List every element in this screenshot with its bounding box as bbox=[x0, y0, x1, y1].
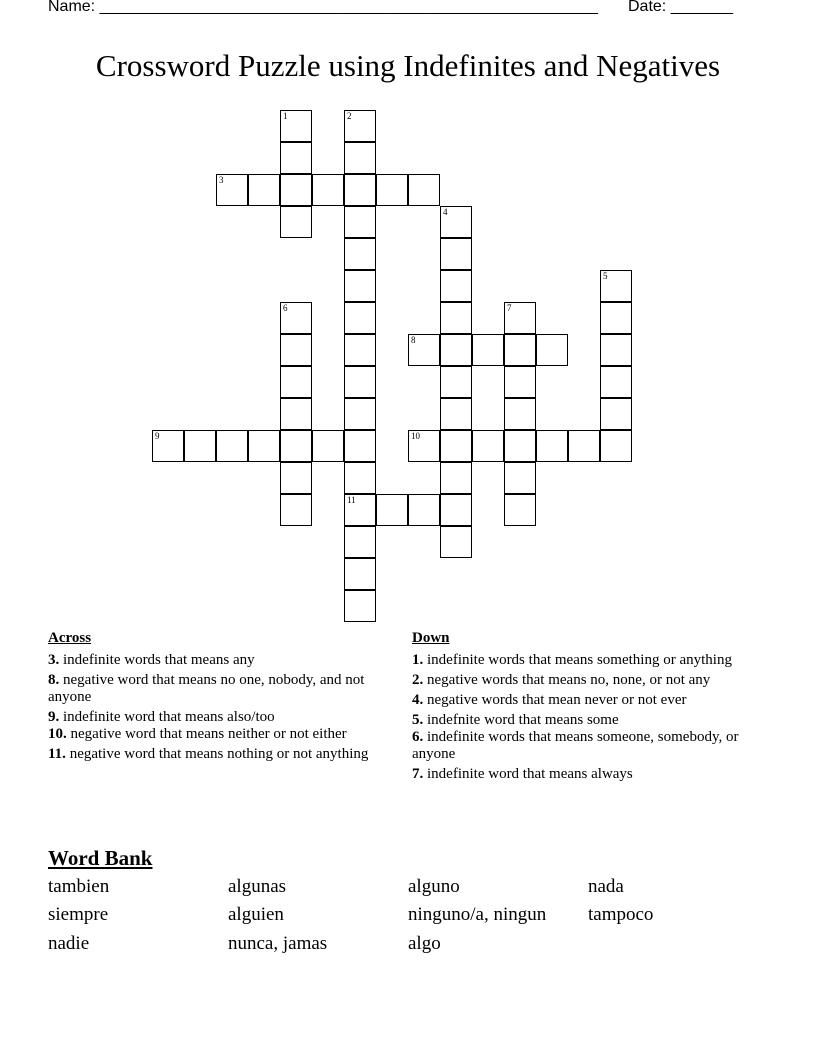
crossword-cell[interactable] bbox=[344, 110, 376, 142]
crossword-cell[interactable] bbox=[536, 430, 568, 462]
across-clue bbox=[48, 746, 388, 763]
crossword-cell[interactable] bbox=[504, 494, 536, 526]
word-bank-word: nada bbox=[588, 876, 624, 897]
across-clue bbox=[48, 709, 388, 726]
crossword-cell[interactable] bbox=[280, 430, 312, 462]
down-clue bbox=[412, 766, 742, 783]
clue-number: 11. bbox=[48, 746, 66, 762]
clue-number-label: 4 bbox=[443, 207, 448, 217]
crossword-cell[interactable] bbox=[280, 494, 312, 526]
crossword-cell[interactable] bbox=[344, 334, 376, 366]
crossword-cell[interactable] bbox=[344, 174, 376, 206]
clue-text: indefinite words that means someone, somebody, or anyone bbox=[412, 729, 739, 762]
clue-text: negative word that means nothing or not anything bbox=[69, 746, 369, 762]
crossword-cell[interactable] bbox=[408, 430, 440, 462]
clue-number-label: 8 bbox=[411, 335, 416, 345]
crossword-cell[interactable] bbox=[248, 174, 280, 206]
crossword-cell[interactable] bbox=[344, 590, 376, 622]
clue-text: negative word that means neither or not either bbox=[70, 726, 347, 742]
crossword-cell[interactable] bbox=[600, 270, 632, 302]
crossword-cell[interactable] bbox=[600, 398, 632, 430]
crossword-cell[interactable] bbox=[408, 334, 440, 366]
down-clue bbox=[412, 692, 742, 709]
word-bank-word: siempre bbox=[48, 904, 109, 925]
across-clues bbox=[48, 630, 388, 766]
word-bank-word: ninguno/a, ningun bbox=[408, 904, 547, 925]
crossword-cell[interactable] bbox=[440, 430, 472, 462]
clue-number-label: 10 bbox=[411, 431, 420, 441]
crossword-cell[interactable] bbox=[312, 430, 344, 462]
crossword-cell[interactable] bbox=[344, 238, 376, 270]
across-clue bbox=[48, 672, 388, 706]
crossword-cell[interactable] bbox=[344, 526, 376, 558]
crossword-cell[interactable] bbox=[280, 366, 312, 398]
name-line: Name: ________________________________________________________ bbox=[48, 0, 598, 15]
crossword-cell[interactable] bbox=[344, 206, 376, 238]
crossword-cell[interactable] bbox=[504, 366, 536, 398]
crossword-cell[interactable] bbox=[216, 430, 248, 462]
clue-number: 8. bbox=[48, 672, 60, 688]
crossword-cell[interactable] bbox=[344, 558, 376, 590]
down-clue bbox=[412, 652, 742, 669]
crossword-cell[interactable] bbox=[600, 334, 632, 366]
clue-text: indefinite words that means any bbox=[63, 652, 255, 668]
crossword-cell[interactable] bbox=[280, 110, 312, 142]
crossword-cell[interactable] bbox=[440, 526, 472, 558]
crossword-cell[interactable] bbox=[280, 142, 312, 174]
crossword-cell[interactable] bbox=[312, 174, 344, 206]
crossword-cell[interactable] bbox=[280, 462, 312, 494]
clue-number: 2. bbox=[412, 672, 424, 688]
clue-number-label: 6 bbox=[283, 303, 288, 313]
crossword-cell[interactable] bbox=[344, 270, 376, 302]
crossword-cell[interactable] bbox=[440, 270, 472, 302]
word-bank-word: alguno bbox=[408, 876, 460, 897]
crossword-cell[interactable] bbox=[280, 302, 312, 334]
word-bank-title: Word Bank bbox=[48, 846, 153, 870]
crossword-cell[interactable] bbox=[344, 462, 376, 494]
clue-text: negative word that means no one, nobody, and not anyone bbox=[48, 672, 365, 705]
crossword-cell[interactable] bbox=[600, 302, 632, 334]
crossword-cell[interactable] bbox=[280, 334, 312, 366]
clue-text: negative words that mean never or not ever bbox=[427, 692, 687, 708]
clue-number: 9. bbox=[48, 709, 60, 725]
crossword-cell[interactable] bbox=[440, 334, 472, 366]
crossword-cell[interactable] bbox=[344, 430, 376, 462]
clue-number-label: 5 bbox=[603, 271, 608, 281]
clue-number: 4. bbox=[412, 692, 424, 708]
word-bank-word: nunca, jamas bbox=[228, 933, 328, 954]
crossword-cell[interactable] bbox=[344, 398, 376, 430]
clue-text: indefnite word that means some bbox=[427, 712, 619, 728]
clue-text: indefinite word that means also/too bbox=[63, 709, 275, 725]
across-heading: Across bbox=[48, 630, 92, 646]
crossword-cell[interactable] bbox=[440, 366, 472, 398]
clue-number-label: 7 bbox=[507, 303, 512, 313]
clue-number: 5. bbox=[412, 712, 424, 728]
clue-number: 6. bbox=[412, 729, 424, 745]
crossword-cell[interactable] bbox=[408, 174, 440, 206]
crossword-cell[interactable] bbox=[216, 174, 248, 206]
crossword-cell[interactable] bbox=[440, 494, 472, 526]
crossword-cell[interactable] bbox=[376, 174, 408, 206]
word-bank-word: tambien bbox=[48, 876, 110, 897]
clue-text: indefinite word that means always bbox=[427, 766, 633, 782]
clue-number: 3. bbox=[48, 652, 60, 668]
clue-number: 7. bbox=[412, 766, 424, 782]
clue-text: negative words that means no, none, or not any bbox=[427, 672, 711, 688]
crossword-cell[interactable] bbox=[536, 334, 568, 366]
clue-number-label: 2 bbox=[347, 111, 352, 121]
word-bank-word: nadie bbox=[48, 933, 90, 954]
crossword-cell[interactable] bbox=[600, 366, 632, 398]
date-line: Date: _______ bbox=[628, 0, 733, 15]
crossword-cell[interactable] bbox=[344, 302, 376, 334]
crossword-cell[interactable] bbox=[280, 398, 312, 430]
clue-number-label: 1 bbox=[283, 111, 288, 121]
crossword-cell[interactable] bbox=[440, 302, 472, 334]
crossword-cell[interactable] bbox=[344, 494, 376, 526]
crossword-cell[interactable] bbox=[440, 398, 472, 430]
crossword-cell[interactable] bbox=[152, 430, 184, 462]
word-bank-word: alguien bbox=[228, 904, 284, 925]
clue-number: 1. bbox=[412, 652, 424, 668]
crossword-cell[interactable] bbox=[472, 430, 504, 462]
crossword-cell[interactable] bbox=[504, 302, 536, 334]
down-clue bbox=[412, 729, 742, 763]
crossword-cell[interactable] bbox=[344, 142, 376, 174]
crossword-cell[interactable] bbox=[440, 206, 472, 238]
crossword-cell[interactable] bbox=[440, 238, 472, 270]
crossword-cell[interactable] bbox=[600, 430, 632, 462]
clue-number-label: 3 bbox=[219, 175, 224, 185]
word-bank-word: algunas bbox=[228, 876, 287, 897]
crossword-cell[interactable] bbox=[504, 462, 536, 494]
crossword-cell[interactable] bbox=[280, 206, 312, 238]
down-clues bbox=[412, 630, 742, 786]
word-bank-word: algo bbox=[408, 933, 441, 954]
crossword-cell[interactable] bbox=[440, 462, 472, 494]
crossword-cell[interactable] bbox=[504, 430, 536, 462]
crossword-cell[interactable] bbox=[472, 334, 504, 366]
page-title: Crossword Puzzle using Indefinites and Negatives bbox=[95, 48, 721, 83]
clue-number: 10. bbox=[48, 726, 67, 742]
crossword-cell[interactable] bbox=[248, 430, 280, 462]
crossword-cell[interactable] bbox=[504, 334, 536, 366]
clue-number-label: 11 bbox=[347, 495, 356, 505]
crossword-cell[interactable] bbox=[184, 430, 216, 462]
across-clue bbox=[48, 652, 388, 669]
down-clue bbox=[412, 712, 742, 729]
across-clue bbox=[48, 726, 388, 743]
clue-number-label: 9 bbox=[155, 431, 160, 441]
crossword-cell[interactable] bbox=[568, 430, 600, 462]
crossword-cell[interactable] bbox=[344, 366, 376, 398]
crossword-cell[interactable] bbox=[504, 398, 536, 430]
word-bank-word: tampoco bbox=[588, 904, 654, 925]
crossword-cell[interactable] bbox=[280, 174, 312, 206]
down-heading: Down bbox=[412, 630, 450, 646]
down-clue bbox=[412, 672, 742, 689]
crossword-cell[interactable] bbox=[408, 494, 440, 526]
crossword-cell[interactable] bbox=[376, 494, 408, 526]
clue-text: indefinite words that means something or anything bbox=[427, 652, 732, 668]
